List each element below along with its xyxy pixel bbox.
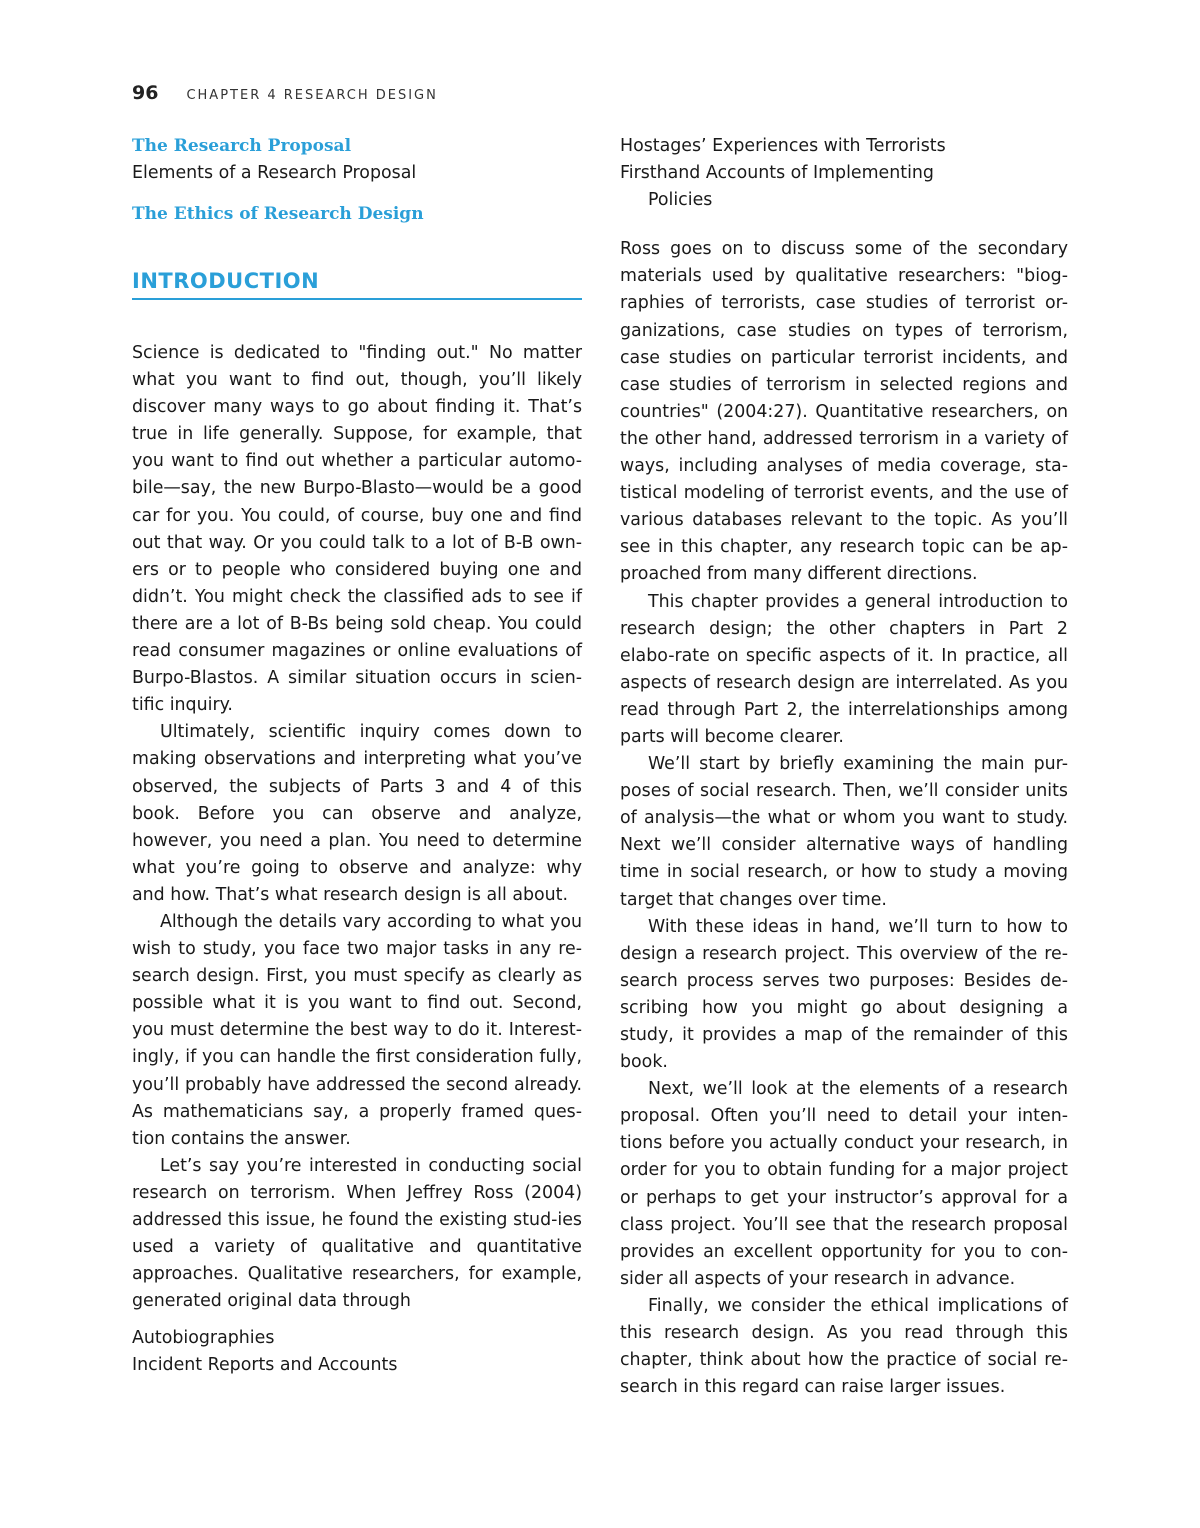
left-column — [132, 133, 582, 1380]
paragraph: Next, we’ll look at the elements of a research proposal. Often you’ll need to detail your inten-tions before you actually conduct your research, in order for you to obtain funding for a major project or perhaps to get your instructor’s approval for a class project. You’ll see that the research proposal provides an excellent opportunity for you to con-sider all aspects of your research in advance. — [620, 1079, 1068, 1289]
section-title: INTRODUCTION — [132, 266, 582, 300]
source-list-continued — [620, 133, 1068, 214]
list-item: Firsthand Accounts of Implementing — [620, 163, 934, 184]
toc-heading-research-proposal: The Research Proposal — [132, 136, 352, 156]
toc-heading-ethics: The Ethics of Research Design — [132, 204, 424, 224]
paragraph: We’ll start by briefly examining the main pur-poses of social research. Then, we’ll consider units of analysis—the what or whom you want to study. Next we’ll consider alternative ways of handling time in social research, or how to study a moving target that changes over time. — [620, 754, 1068, 910]
chapter-title: CHAPTER 4 RESEARCH DESIGN — [186, 88, 438, 103]
paragraph: Although the details vary according to what you wish to study, you face two major tasks in any re-search design. First, you must specify as clearly as possible what it is you want to find out. Second, you must determine the best way to do it. Interest-ingly, if you can handle the first consideration fully, you’ll probably have addressed the second already. As mathematicians say, a properly framed ques-tion contains the answer. — [132, 911, 582, 1149]
paragraph: Finally, we consider the ethical implications of this research design. As you read through this chapter, think about how the practice of social re-search in this regard can raise larger issues. — [620, 1295, 1068, 1398]
page-number: 96 — [132, 82, 159, 104]
paragraph: Ross goes on to discuss some of the secondary materials used by qualitative researchers: "biog-raphies of terrorists, case studies of terrorist or-ganizations, case studies on types of terrorism, case studies on particular terrorist incidents, and case studies of terrorism in selected regions and countries" (2004:27). Quantitative researchers, on the other hand, addressed terrorism in a variety of ways, including analyses of media coverage, sta-tistical modeling of terrorist events, and the use of various databases relevant to the topic. As you’ll see in this chapter, any research topic can be ap-proached from many different directions. — [620, 239, 1068, 585]
right-column — [620, 133, 1068, 1401]
source-list — [132, 1325, 582, 1379]
list-item: Autobiographies — [132, 1328, 275, 1349]
paragraph: Let’s say you’re interested in conducting social research on terrorism. When Jeffrey Ross (2004) addressed this issue, he found the existing stud-ies used a variety of qualitative and quantitative approaches. Qualitative researchers, for example, generated original data through — [132, 1155, 582, 1312]
paragraph: Science is dedicated to "finding out." No matter what you want to find out, though, you’ll likely discover many ways to go about finding it. That’s true in life generally. Suppose, for example, that you want to find out whether a particular automo-bile—say, the new Burpo-Blasto—would be a good car for you. You could, of course, buy one and find out that way. Or you could talk to a lot of B-B own-ers or to people who considered buying one and didn’t. You might check the classified ads to see if there are a lot of B-Bs being sold cheap. You could read consumer magazines or online evaluations of Burpo-Blastos. A similar situation occurs in scien-tific inquiry. — [132, 343, 582, 716]
paragraph: With these ideas in hand, we’ll turn to how to design a research project. This overview of the re-search process serves two purposes: Besides de-scribing how you might go about designing a study, it provides a map of the remainder of this book. — [620, 916, 1068, 1073]
list-item: Hostages’ Experiences with Terrorists — [620, 136, 946, 156]
running-header — [132, 82, 438, 104]
paragraph: This chapter provides a general introduction to research design; the other chapters in Part 2 elabo-rate on specific aspects of it. In practice, all aspects of research design are interrelated. As you read through Part 2, the interrelationships among parts will become clearer. — [620, 591, 1068, 747]
paragraph: Ultimately, scientific inquiry comes down to making observations and interpreting what you’ve observed, the subjects of Parts 3 and 4 of this book. Before you can observe and analyze, however, you need a plan. You need to determine what you’re going to observe and analyze: why and how. That’s what research design is all about. — [132, 722, 582, 905]
toc-subitem-elements: Elements of a Research Proposal — [132, 163, 417, 183]
list-item-continuation: Policies — [648, 190, 713, 211]
list-item: Incident Reports and Accounts — [132, 1355, 398, 1376]
